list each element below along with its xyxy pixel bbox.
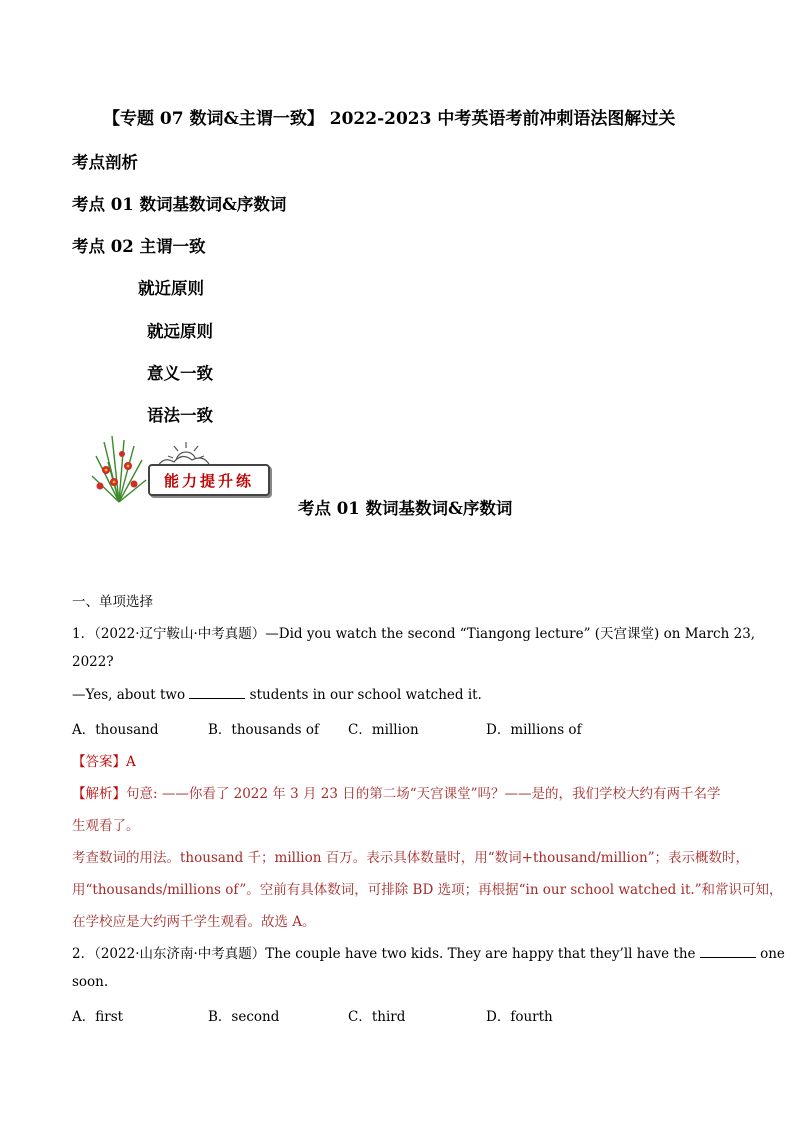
question-2-option-a: A．first xyxy=(72,1009,124,1025)
question-1-answer xyxy=(72,750,136,770)
answer-blank xyxy=(189,686,245,699)
outline-point-1: 考点 01 数词基数词&序数词 xyxy=(72,195,287,214)
section-heading: 一、单项选择 xyxy=(72,594,153,610)
question-1-dialogue-pre: —Yes, about two xyxy=(72,687,186,703)
outline-sub-item: 就近原则 xyxy=(138,279,204,298)
question-1-explanation-end: 在学校应是大约两千学生观看。故选 A。 xyxy=(72,914,316,930)
question-1-option-c: C．million xyxy=(348,722,419,738)
outline-sub-item: 意义一致 xyxy=(147,364,213,383)
question-1-stem-cont: 2022? xyxy=(72,654,114,670)
question-1-explanation: 考查数词的用法。thousand 千；million 百万。表示具体数量时，用“数词+thousand/million”；表示概数时， xyxy=(72,850,750,866)
question-1-explanation-cont: 用“thousands/millions of”。空前有具体数词，可排除 BD 选项；再根据“in our school watched it.”和常识可知， xyxy=(72,882,783,898)
question-1-analysis-cont: 生观看了。 xyxy=(72,818,140,834)
question-1-option-d: D．millions of xyxy=(486,722,582,738)
flower-plant-icon xyxy=(84,432,154,504)
question-1-option-a: A．thousand xyxy=(72,722,159,738)
answer-value: A xyxy=(126,754,136,770)
question-2-option-d: D．fourth xyxy=(486,1009,553,1025)
question-1-stem: 1．（2022·辽宁鞍山·中考真题）—Did you watch the second “Tiangong lecture” (天宫课堂) on March 23, xyxy=(72,626,756,642)
question-2-stem xyxy=(72,942,785,962)
question-2-stem-pre: 2．（2022·山东济南·中考真题）The couple have two kids. They are happy that they’ll have the xyxy=(72,946,696,962)
analysis-label: 【解析】 xyxy=(72,786,126,802)
analysis-text: 句意: ——你看了 2022 年 3 月 23 日的第二场“天宫课堂”吗？——是的，我们学校大约有两千名学 xyxy=(126,786,721,802)
question-1-option-b: B．thousands of xyxy=(208,722,320,738)
question-2-stem-cont: soon. xyxy=(72,974,109,990)
document-title: 【专题 07 数词&主谓一致】 2022-2023 中考英语考前冲刺语法图解过关 xyxy=(103,109,676,129)
answer-blank xyxy=(700,945,756,958)
question-1-analysis xyxy=(72,782,721,802)
outline-heading: 考点剖析 xyxy=(72,153,138,172)
outline-point-2: 考点 02 主谓一致 xyxy=(72,237,206,256)
outline-sub-item: 就远原则 xyxy=(147,322,213,341)
practice-section-title: 考点 01 数词基数词&序数词 xyxy=(298,499,513,518)
question-1-dialogue-post: students in our school watched it. xyxy=(249,687,482,703)
outline-sub-item: 语法一致 xyxy=(147,406,213,425)
answer-label: 【答案】 xyxy=(72,754,126,770)
question-2-option-b: B．second xyxy=(208,1009,280,1025)
question-1-dialogue xyxy=(72,686,482,703)
practice-badge: 能力提升练 xyxy=(148,464,270,496)
practice-banner xyxy=(84,432,270,504)
question-2-stem-post: one xyxy=(760,946,785,962)
question-2-option-c: C．third xyxy=(348,1009,406,1025)
